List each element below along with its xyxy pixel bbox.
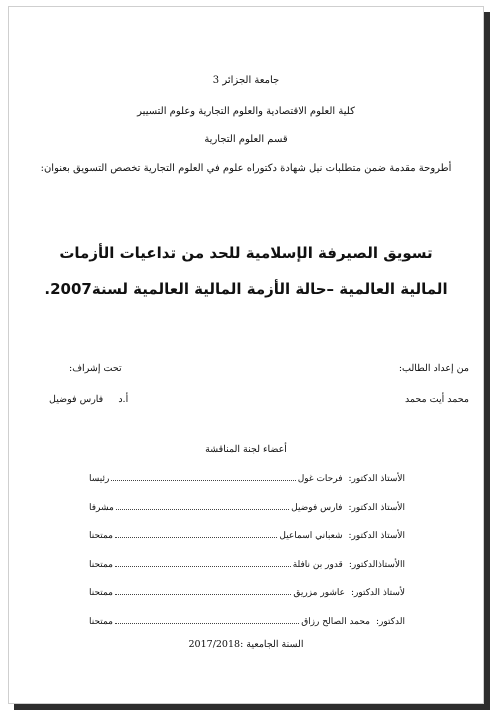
- member-title: الأستاذ الدكتور:: [348, 474, 405, 484]
- member-name: فرحات غول: [297, 474, 343, 484]
- student-name: محمد أيت محمد: [404, 394, 469, 405]
- member-title: لأستاذ الدكتور:: [351, 588, 405, 598]
- committee-member: [89, 586, 405, 600]
- committee-member: [89, 472, 405, 486]
- prepared-by-label: من إعداد الطالب:: [398, 363, 469, 374]
- supervisor-name: فارس فوضيل: [49, 394, 104, 405]
- dotted-leader: [115, 529, 277, 538]
- member-title: االأستاذالدكتور:: [348, 560, 405, 570]
- member-role: ممتحنا: [89, 531, 114, 541]
- member-role: ممتحنا: [89, 560, 114, 570]
- member-name: قدور بن نافلة: [292, 560, 343, 570]
- committee-member: [89, 529, 405, 543]
- supervisor: [49, 394, 128, 405]
- thesis-title-line-1: تسويق الصيرفة الإسلامية للحد من تداعيات الأزمات: [59, 244, 433, 262]
- member-title: الأستاذ الدكتور:: [348, 531, 405, 541]
- member-title: الدكتور:: [376, 617, 405, 627]
- supervisor-label: تحت إشراف:: [69, 363, 122, 374]
- member-role: ممتحنا: [89, 617, 114, 627]
- academic-year: السنة الجامعية :2017/2018: [188, 639, 304, 650]
- member-role: ممتحنا: [89, 588, 114, 598]
- committee-member: [89, 558, 405, 572]
- dotted-leader: [115, 615, 299, 624]
- member-name: فارس فوضيل: [291, 503, 343, 513]
- dotted-leader: [116, 501, 289, 510]
- member-name: محمد الصالح رزاق: [301, 617, 370, 627]
- department-name: قسم العلوم التجارية: [204, 134, 288, 145]
- dotted-leader: [115, 558, 291, 567]
- university-name: جامعة الجزائر 3: [212, 75, 280, 86]
- dotted-leader: [115, 586, 291, 595]
- member-title: الأستاذ الدكتور:: [348, 503, 405, 513]
- supervisor-title: أ.د: [118, 394, 129, 405]
- member-role: رئيسا: [89, 474, 110, 484]
- committee-member: [89, 501, 405, 515]
- member-role: مشرفا: [89, 503, 114, 513]
- committee-heading: أعضاء لجنة المناقشة: [205, 444, 287, 455]
- member-name: شعباني اسماعيل: [279, 531, 343, 541]
- thesis-title-line-2: المالية العالمية –حالة الأزمة المالية العالمية لسنة2007.: [44, 280, 448, 298]
- committee-member: [89, 615, 405, 629]
- thesis-description: أطروحة مقدمة ضمن متطلبات نيل شهادة دكتوراه علوم في العلوم التجارية تخصص التسويق بعنوان:: [40, 163, 452, 174]
- member-name: عاشور مزريق: [293, 588, 345, 598]
- document-page: [8, 6, 484, 704]
- dotted-leader: [111, 472, 295, 481]
- faculty-name: كلية العلوم الاقتصادية والعلوم التجارية وعلوم التسيير: [137, 106, 355, 117]
